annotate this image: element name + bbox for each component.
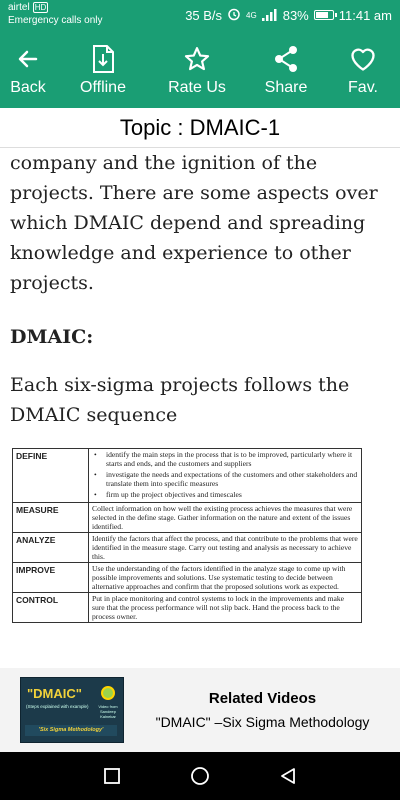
recents-button[interactable] [100, 764, 124, 788]
thumbnail-title: "DMAIC" [27, 686, 82, 701]
alarm-icon [227, 7, 241, 24]
article-content[interactable] [0, 148, 400, 668]
related-video-title[interactable]: "DMAIC" –Six Sigma Methodology [155, 714, 370, 730]
improve-details: Use the understanding of the factors identified in the analyze stage to come up with possible improvements and solutions. Use systematic testing to decide between alternative approaches and confirm that the proposed solutions work as expected. [89, 563, 362, 593]
emergency-text: Emergency calls only [8, 15, 103, 26]
offline-button[interactable] [74, 30, 132, 108]
table-row [13, 449, 362, 503]
control-details: Put in place monitoring and control systems to lock in the improvements and make sure that the process performance will not slip back. Hand the process back to the process owner. [89, 593, 362, 623]
rate-us-label: Rate Us [168, 79, 226, 96]
clock: 11:41 am [338, 7, 392, 23]
table-row [13, 503, 362, 533]
signal-icon [262, 9, 278, 21]
net-speed: 35 B/s [185, 7, 223, 23]
offline-label: Offline [80, 79, 126, 96]
define-details [89, 449, 362, 503]
analyze-details: Identify the factors that affect the process, and that contribute to the problems that were identified in the measure stage. Carry out testing and analysis as necessary to achieve this. [89, 533, 362, 563]
list-item: • firm up the project objectives and timescales [92, 490, 358, 499]
measure-details: Collect information on how well the existing process achieves the measures that were selected in the define stage. Gather information on the nature and extent of the issues identified. [89, 503, 362, 533]
back-button[interactable] [4, 30, 52, 108]
star-icon [184, 42, 210, 76]
status-indicators [185, 6, 392, 24]
carrier-name: airtel HD [8, 2, 47, 13]
network-type: 4G [246, 10, 257, 20]
back-nav-button[interactable] [276, 764, 300, 788]
related-videos-banner[interactable] [0, 668, 400, 752]
list-item: • identify the main steps in the process that is to be improved, particularly where it starts and ends, and the customers and suppliers [92, 450, 358, 468]
home-button[interactable] [188, 764, 212, 788]
table-row [13, 563, 362, 593]
favourite-button[interactable] [340, 30, 386, 108]
battery-percent: 83% [282, 7, 309, 23]
heart-icon [349, 42, 377, 76]
back-label: Back [10, 79, 46, 96]
table-row [13, 533, 362, 563]
thumbnail-bar: 'Six Sigma Methodology' [25, 725, 117, 736]
offline-download-icon [90, 42, 116, 76]
channel-logo-icon [101, 686, 115, 700]
stage-analyze: ANALYZE [13, 533, 89, 563]
related-heading: Related Videos [208, 690, 317, 707]
rate-us-button[interactable] [162, 30, 232, 108]
favourite-label: Fav. [348, 79, 378, 96]
stage-define: DEFINE [13, 449, 89, 503]
stage-control: CONTROL [13, 593, 89, 623]
stage-measure: MEASURE [13, 503, 89, 533]
dmaic-table [12, 448, 362, 623]
list-item: • investigate the needs and expectations of the customers and other stakeholders and translate them into specific measures [92, 470, 358, 488]
battery-icon [314, 10, 334, 20]
table-row [13, 593, 362, 623]
action-bar [0, 30, 400, 108]
back-arrow-icon [16, 42, 40, 76]
circle-icon [190, 766, 210, 786]
status-bar [0, 0, 400, 30]
section-heading: DMAIC: [10, 326, 94, 348]
share-button[interactable] [258, 30, 314, 108]
thumbnail-subtitle: (Steps explained with example) [26, 704, 89, 709]
hd-badge: HD [34, 3, 47, 12]
system-nav-bar [0, 752, 400, 800]
topic-title: Topic : DMAIC-1 [0, 108, 400, 148]
thumbnail-note: Video from Sandeep Kalnekar [98, 704, 118, 719]
square-icon [103, 767, 121, 785]
share-label: Share [264, 79, 308, 96]
triangle-back-icon [279, 767, 297, 785]
stage-improve: IMPROVE [13, 563, 89, 593]
sequence-paragraph: Each six-sigma projects follows the DMAIC sequence [10, 374, 350, 426]
video-thumbnail[interactable] [20, 677, 124, 743]
intro-paragraph: company and the ignition of the projects. There are some aspects over which DMAIC depend and spreading knowledge and experience to other projects. [10, 152, 378, 294]
share-icon [273, 42, 299, 76]
